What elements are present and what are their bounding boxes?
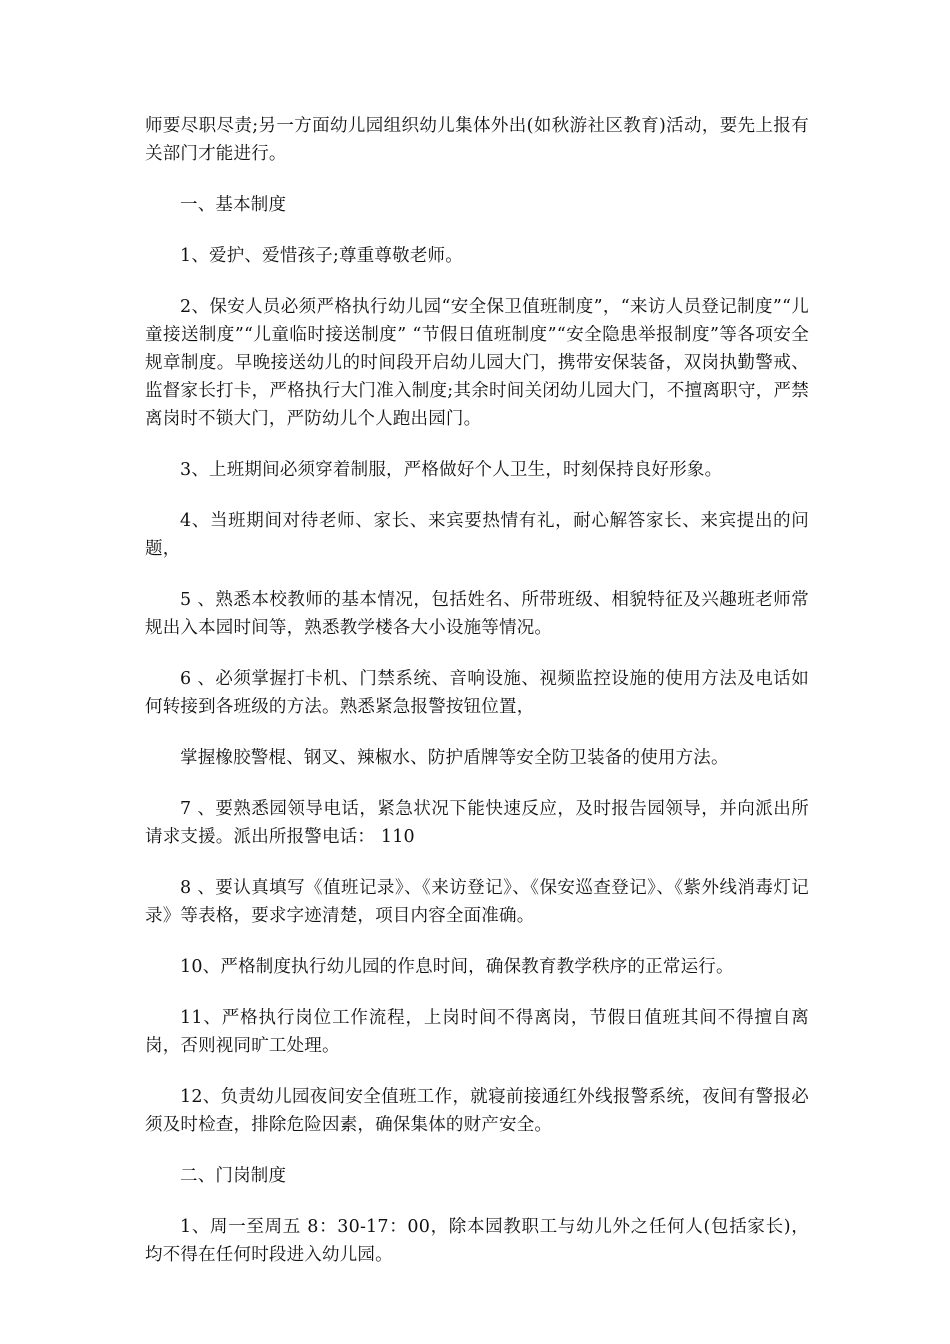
rule-item-5: 5 、熟悉本校教师的基本情况，包括姓名、所带班级、相貌特征及兴趣班老师常规出入本园时间等，熟悉教学楼各大小设施等情况。 — [145, 590, 809, 638]
rule-item-7: 7 、要熟悉园领导电话，紧急状况下能快速反应，及时报告园领导，并向派出所请求支援。派出所报警电话： 110 — [145, 799, 809, 847]
gate-rule-item-1: 1、周一至周五 8：30-17：00，除本园教职工与幼儿外之任何人(包括家长)，均不得在任何时段进入幼儿园。 — [145, 1217, 809, 1265]
paragraph-continuation: 师要尽职尽责;另一方面幼儿园组织幼儿集体外出(如秋游社区教育)活动，要先上报有关部门才能进行。 — [145, 116, 809, 164]
rule-item-8: 8 、要认真填写《值班记录》、《来访登记》、《保安巡查登记》、《紫外线消毒灯记录》等表格，要求字迹清楚，项目内容全面准确。 — [145, 878, 809, 926]
rule-item-6: 6 、必须掌握打卡机、门禁系统、音响设施、视频监控设施的使用方法及电话如何转接到各班级的方法。熟悉紧急报警按钮位置， — [145, 669, 809, 717]
rule-item-12: 12、负责幼儿园夜间安全值班工作，就寝前接通红外线报警系统，夜间有警报必须及时检查，排除危险因素，确保集体的财产安全。 — [145, 1087, 809, 1135]
rule-item-11: 11、严格执行岗位工作流程，上岗时间不得离岗，节假日值班其间不得擅自离岗，否则视同旷工处理。 — [145, 1008, 809, 1056]
rule-item-10: 10、严格制度执行幼儿园的作息时间，确保教育教学秩序的正常运行。 — [180, 957, 734, 977]
rule-item-4: 4、当班期间对待老师、家长、来宾要热情有礼，耐心解答家长、来宾提出的问题， — [145, 511, 809, 559]
rule-item-6-continued: 掌握橡胶警棍、钢叉、辣椒水、防护盾牌等安全防卫装备的使用方法。 — [180, 748, 729, 768]
section-heading-basic-rules: 一、基本制度 — [180, 195, 287, 215]
rule-item-1: 1、爱护、爱惜孩子;尊重尊敬老师。 — [180, 246, 463, 266]
section-heading-gate-rules: 二、门岗制度 — [180, 1166, 287, 1186]
rule-item-3: 3、上班期间必须穿着制服，严格做好个人卫生，时刻保持良好形象。 — [180, 460, 723, 480]
rule-item-2: 2、保安人员必须严格执行幼儿园“安全保卫值班制度”，“来访人员登记制度”“儿童接送制度”“儿童临时接送制度” “节假日值班制度”“安全隐患举报制度”等各项安全规章制度。早晚接送幼儿的时间段开启幼儿园大门，携带安保装备，双岗执勤警戒、监督家长打卡，严格执行大门准入制度;其余时间关闭幼儿园大门，不擅离职守，严禁离岗时不锁大门，严防幼儿个人跑出园门。 — [145, 297, 809, 429]
document-body — [145, 112, 809, 1292]
